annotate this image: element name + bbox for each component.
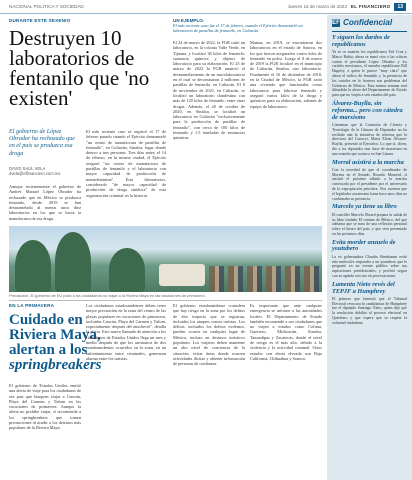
sidebar-item-title[interactable]: Marcelo ya tiene su libro — [332, 203, 397, 211]
sidebar-item-title[interactable]: Morral asistirá a la marcha — [332, 158, 404, 166]
tourist-photo[interactable] — [9, 226, 322, 292]
photo-tree — [15, 240, 51, 292]
sidebar-item-title[interactable]: Y siguen los dardos de republicanos — [332, 34, 390, 48]
masthead-logo: EL FINANCIERO — [350, 4, 391, 9]
page-header — [0, 0, 412, 14]
sidebar-rule — [332, 31, 407, 32]
photo-tree — [55, 232, 91, 292]
story2-kicker: EN LA PRIMAVERA — [9, 303, 55, 308]
story2-headline-italic: springbreakers — [9, 357, 102, 373]
sidebar-item-title[interactable]: Evita morder anzuelo de youtubero — [332, 238, 396, 253]
story2-column-2: Los ciudadanos estadounidenses deben tener mayor precaución en la zona del centro de las playas populares en vacaciones de primavera, incluidas Cancún, Playa del Carmen y Tulum, especialmente después del anochecer", detalla la alerta. Este nuevo llamado de atención a los ciudadanos de Estados Unidos llega un mes y medio después de que los asesinatos de dos estadounidenses ocurridos en la zona, en un enfrentamiento entre criminales, generaran alarma entre los turistas. — [86, 303, 166, 361]
sidebar-item-body: Comentan que la Comisión de Ciencia y Tecnología de la Cámara de Diputados no ha recibido aún la iniciativa de reforma que la directora del Conacyt, María Elena Álvarez-Buylla, presentó al Ejecutivo. Lo que sí, dicen, dio a los diputados una clase de marxismo en una reunión que sostuvo en San Lázaro. — [332, 122, 407, 156]
story1-byline — [9, 166, 81, 176]
sidebar-item-body: Con la novedad de que el coordinador de Morena en el Senado, Ricardo Monreal, sí asistirá el próximo sábado a la marcha convocada por el presidente por el aniversario de la expropiación petrolera. Nos cuentan que el legislador zacatecano hasta hace unos días no confirmaba su presencia. — [332, 167, 407, 201]
photo-crowd — [209, 266, 319, 292]
story1-column-1: Aunque recientemente el gobierno de Andrés Manuel López Obrador ha rechazado que en México se produzca fentanilo, desde 2019 se han desmantelado al menos unos diez laboratorios en los que se hacía la manufactura de esa droga. — [9, 184, 81, 221]
page-number: 13 — [394, 3, 406, 11]
byline-email[interactable]: dvela@elfinanciero.com.mx — [9, 171, 61, 176]
story1-headline[interactable]: Destruyen 10 laboratorios de fentanilo que 'no existen' — [9, 26, 150, 110]
story-divider — [9, 300, 322, 301]
sidebar-header — [332, 15, 407, 30]
story2-headline-main: Cuidado en Riviera Maya, alertan a los — [9, 312, 101, 358]
sidebar-item-title[interactable]: Álvarez-Buylla, sin reforma... pero con cátedra de marxismo — [332, 100, 403, 121]
sidebar-badge: EF — [332, 19, 340, 26]
story1-kicker: DURANTE ESTE SEXENIO — [9, 18, 71, 23]
byline-author: DAVID SAÚL VELA — [9, 166, 46, 171]
story1-callout — [173, 18, 322, 33]
story1-column-3: El 24 de marzo de 2022, la FGR catió un laboratorio, en la colonia Valle Verde, en Tijuana, y localizó 38 kilos de fentanilo, sustancia química y objetos de laboratorio para su elaboración. El 25 de marzo de 2022 la FGR anunció el desmantelamiento de un narcolaboratorio en el cual se decomisaron 2 millones de pastillas de fentanilo, en Culiacán. El 8 de noviembre de 2021, en Culiacán, se localizó un laboratorio clandestino con más de 120 kilos de fentanilo, entre otras drogas. Además, el 20 de octubre de 2020, en Sinaloa, se localizó un laboratorio en Culiacán "exclusivamente para la producción de pastillas de fentanilo", con cerca de 100 kilos de fentanilo y 1.5 toneladas de sustancias químicas. — [173, 40, 245, 141]
section-label: NACIONAL POLÍTICA Y SOCIEDAD — [9, 4, 84, 9]
story1-column-2: El más reciente caso se registró el 17 de febrero pasado cuando el Ejército desmanteló "un centro de manufactura de pastillas de fentanilo", en Culiacán, Sinaloa, lugar donde detuvo a tres personas. Tres días antes, el 14 de febrero, en la misma ciudad, el Ejército aseguró "un centro de manufactura de pastillas de fentanilo y el laboratorio con mayor capacidad de producción de metanfetamina". Esta laboratorios, considerado "de mayor capacidad de producción de droga sintética" de esta organización criminal en la historia. — [86, 129, 166, 198]
callout-text: El más reciente caso fue el 17 de febrero, cuando el Ejército desmanteló un laboratorio de pastillas de fentanilo, en Culiacán. — [173, 23, 303, 33]
issue-date: Jueves 16 de marzo de 2023 — [287, 4, 347, 9]
sidebar-item-body: La ex gobernadora Claudia Sheinbaum evitó este miércoles responder a un youtubero que le preguntó en un evento público sobre sus aspiraciones presidenciales, y prefirió seguir con su agenda sin caer en provocaciones. — [332, 254, 407, 278]
sidebar-item-title[interactable]: Lamenta Nieto revés del TEPJF a Humphrey — [332, 280, 395, 295]
photo-caption: Precaución. El gobierno de EU pidió a los ciudadanos no viajar a la Riviera Maya en las vacaciones de primavera. — [9, 293, 206, 298]
story2-column-1: El gobierno de Estados Unidos emitió una alerta de viaje para los ciudadanos de ese país que busquen viajar a Cancún, Playa del Carmen y Tulum en las vacaciones de primavera. Aunque la alerta no prohíbe viajar, sí recomienda a los springbreakers que tomen precauciones al acudir a los destinos más populares de la Riviera Maya. — [9, 383, 81, 431]
sidebar-item-body: Ya se os mueren los republicanos Ted Cruz y Marco Rubio; ahora se sumó otro a las críticas contra el presidente López Obrador y los carteles mexicanos, el senador republicano Bill Hagerty, a quien le parece "muy claro" que ahora el tráfico de fentanilo y la presencia de los carteles en la frontera son problemas del Gobierno de México. Esta misma semana será difundida la alerta del Departamento de Estado para que no viajen a seis estados del país. — [332, 50, 407, 98]
confidencial-sidebar — [327, 15, 412, 480]
photo-bus — [159, 264, 205, 286]
callout-title: UN EJEMPLO. — [173, 18, 205, 23]
sidebar-item-body: El canciller Marcelo Ebrard prepara la salida de su libro titulado El camino de México, del que adelanta que se trata de una reflexión personal sobre el futuro del país, y que será presentado en los próximos días. — [332, 212, 407, 236]
photo-tree — [109, 248, 145, 292]
story2-column-3: El gobierno estadounidense considera que hay riesgo en la zona por los delitos de alto impacto que se registran, incluidos los ataques contra turistas. Los delitos, incluidos los delitos violentos, pueden ocurrir en cualquier lugar de México, incluso en destinos turísticos populares. Los viajeros deben mantener un alto nivel de conciencia de la situación, evitar áreas donde ocurren actividades ilícitas y obtener información de personas de confianza. — [173, 303, 245, 367]
story1-column-4: Marina, en 2019, se encontraron dos laboratorios en el estado de Sonora, en los que fueron asegurados varios kilos de fentanilo en polvo. Luego el 8 de marzo de 2019 la FGR localizó en el municipio de Culiacán, Sinaloa, otro laboratorio. Finalmente el 16 de diciembre de 2018, en la Ciudad de México, la FGR catió una vivienda que funcionaba como laboratorio para fabricar fentanilo y aseguró varios kilos de la droga y químicos para su elaboración, además de equipo de laboratorio. — [250, 40, 322, 109]
sidebar-item-body: El primero que lamentó que el Tribunal Electoral revocara la candidatura de Humphrey fue el diputado Santiago Nieto, quien dijo que la resolución debilita al proceso electoral en Querétaro y que espera que se respete la voluntad ciudadana. — [332, 296, 407, 325]
story1-deck: El gobierno de López Obrador ha rechazado que en el país se produzca esa droga — [9, 129, 75, 157]
sidebar-title: Confidencial — [343, 18, 393, 27]
story2-column-4: Es importante que ante cualquier emergencia se informe a las autoridades locales. El Departamento de Estado también recomendó a sus ciudadanos que no viajen a estados como Colima, Guerrero, Michoacán, Sinaloa, Tamaulipas y Zacatecas, donde el nivel de riesgo es el más alto, debido a la violencia y la actividad criminal. Otros estados con alerta elevada son Baja California, Chihuahua y Sonora. — [250, 303, 322, 361]
header-right — [288, 3, 406, 11]
